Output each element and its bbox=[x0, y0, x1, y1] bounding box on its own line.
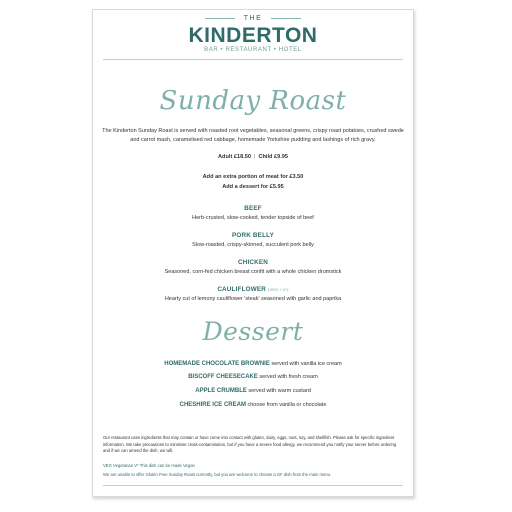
roast-item-desc: Herb-crusted, slow-cooked, tender topside of beef bbox=[192, 215, 314, 221]
add-dessert: Add a dessert for £5.95 bbox=[222, 184, 284, 190]
dessert-name: APPLE CRUMBLE bbox=[195, 388, 247, 394]
dessert-desc: served with fresh cream bbox=[259, 374, 318, 380]
roast-item-name: CAULIFLOWER bbox=[217, 286, 267, 293]
sunday-intro: The Kinderton Sunday Roast is served with roasted root vegetables, seasonal greens, crispy roast potatoes, crushed swede and carrot mash, caramelised red cabbage, homemade Yorkshire pudding and lashings of rich gravy. bbox=[102, 128, 404, 143]
extra-meat: Add an extra portion of meat for £3.50 bbox=[202, 174, 304, 180]
dessert-name: BISCOFF CHEESECAKE bbox=[188, 374, 258, 380]
dessert-name: CHESHIRE ICE CREAM bbox=[179, 402, 246, 408]
veg-note: VEG Vegetarian V* This dish can be made Vegan bbox=[103, 463, 195, 468]
veg-tag: (VEG / V*) bbox=[268, 287, 289, 292]
dessert-desc: choose from vanilla or chocolate bbox=[247, 402, 327, 408]
roast-item-name: BEEF bbox=[244, 205, 262, 212]
price-line bbox=[93, 154, 413, 160]
header-the: THE bbox=[243, 15, 263, 22]
footer-divider bbox=[103, 485, 403, 486]
brand-name: KINDERTON bbox=[188, 24, 318, 47]
dessert-item bbox=[93, 402, 413, 408]
gluten-free-note: We are unable to offer Gluten Free Sunday Roast currently, but you are welcome to choose a GF dish from the main menu. bbox=[103, 472, 332, 477]
roast-item-desc: Hearty cut of lemony cauliflower 'steak' seasoned with garlic and paprika bbox=[164, 296, 342, 302]
roast-item-name: PORK BELLY bbox=[231, 232, 274, 239]
header-rule-right bbox=[271, 18, 301, 19]
dessert-desc: served with warm custard bbox=[248, 388, 311, 394]
dessert-name: HOMEMADE CHOCOLATE BROWNIE bbox=[164, 361, 270, 367]
roast-item-name: CHICKEN bbox=[237, 259, 269, 266]
price-separator: | bbox=[253, 154, 256, 160]
dessert-title: Dessert bbox=[202, 317, 304, 346]
dessert-item bbox=[93, 361, 413, 367]
dessert-desc: served with vanilla ice cream bbox=[271, 361, 342, 367]
allergen-notice: Our restaurant uses ingredients that may contain or have come into contact with gluten, dairy, eggs, nuts, soy, and shellfish. Please ask for specific ingredient information. We take precautions to minimise cross-contamination, but if you have a severe food allergy, we recommend you notify your server before ordering and if we can amend the dish, we will. bbox=[103, 435, 397, 454]
child-price: Child £9.95 bbox=[258, 154, 288, 160]
brand-tagline: BAR • RESTAURANT • HOTEL bbox=[204, 47, 302, 53]
header-divider bbox=[103, 59, 403, 60]
dessert-item bbox=[93, 388, 413, 394]
adult-price: Adult £18.50 bbox=[218, 154, 251, 160]
roast-item-desc: Slow-roasted, crispy-skinned, succulent pork belly bbox=[192, 242, 314, 248]
menu-sheet bbox=[92, 9, 414, 497]
sunday-roast-title: Sunday Roast bbox=[159, 86, 347, 116]
roast-item-desc: Seasoned, corn-fed chicken breast confit with a whole chicken drumstick bbox=[164, 269, 342, 275]
dessert-item bbox=[93, 374, 413, 380]
roast-item-cauliflower bbox=[93, 286, 413, 293]
